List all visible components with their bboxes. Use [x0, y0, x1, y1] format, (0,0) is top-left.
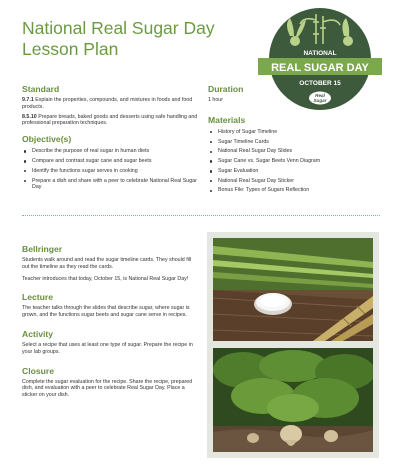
- list-item: Sugar Cane vs. Sugar Beets Venn Diagram: [208, 158, 384, 165]
- page-title: [22, 18, 232, 60]
- standard-heading: Standard: [22, 84, 60, 94]
- sugar-cane-photo: [213, 238, 373, 341]
- badge-date: OCTOBER 15: [299, 80, 341, 87]
- objectives-list: [22, 148, 200, 191]
- list-item: Identify the functions sugar serves in cooking: [22, 168, 200, 175]
- bellringer-text: Teacher introduces that today, October 15, is National Real Sugar Day!: [22, 275, 189, 282]
- list-item: Compare and contrast sugar cane and sugar beets: [22, 158, 200, 165]
- left-column: [22, 84, 200, 194]
- lecture-text: The teacher talks through the slides that describe sugar, where sugar is grown, and the functions sugar beets and sugar cane serve in recipes.: [22, 305, 190, 319]
- sugar-beet-photo: [213, 348, 373, 452]
- svg-text:Real: Real: [315, 93, 325, 98]
- bellringer-heading: Bellringer: [22, 244, 63, 254]
- bellringer-text: Students walk around and read the sugar timeline cards. They should fill out the timeline as they read the cards.: [22, 257, 192, 270]
- right-column: [208, 84, 384, 197]
- activity-heading: Activity: [22, 328, 54, 339]
- duration-value: 1 hour: [208, 97, 224, 103]
- lecture-heading: Lecture: [22, 292, 54, 303]
- badge-national: NATIONAL: [303, 50, 337, 57]
- list-item: History of Sugar Timeline: [208, 129, 384, 136]
- photo-panel: [207, 232, 379, 458]
- procedure-column: [22, 244, 198, 399]
- list-item: National Real Sugar Day Sticker: [208, 178, 384, 185]
- standard-item: 8.5.10 Prepare breads, baked goods and desserts using safe handling and professional preparation techniques.: [22, 113, 198, 127]
- list-item: Sugar Evaluation: [208, 168, 384, 175]
- standard-item: 9.7.1 Explain the properties, compounds, and mixtures in foods and food products.: [22, 97, 193, 110]
- objectives-heading: Objective(s): [22, 134, 72, 145]
- list-item: Sugar Timeline Cards: [208, 139, 384, 146]
- activity-text: Select a recipe that uses at least one type of sugar. Prepare the recipe in your lab groups.: [22, 341, 193, 355]
- title-line-2: Lesson Plan: [22, 39, 119, 59]
- closure-text: Complete the sugar evaluation for the recipe. Share the recipe, prepared dish, and evaluation with a peer to celebrate Real Sugar Day. Place a sticker on your dish.: [22, 378, 193, 399]
- list-item: National Real Sugar Day Slides: [208, 148, 384, 155]
- svg-text:Sugar: Sugar: [313, 98, 327, 103]
- list-item: Describe the purpose of real sugar in human diets: [22, 148, 200, 155]
- badge-real-sugar-day: REAL SUGAR DAY: [271, 62, 369, 74]
- list-item: Bonus File: Types of Sugars Reflection: [208, 187, 384, 194]
- materials-heading: Materials: [208, 114, 246, 125]
- duration-heading: Duration: [208, 84, 244, 94]
- section-divider: [22, 215, 380, 216]
- title-line-1: National Real Sugar Day: [22, 18, 215, 38]
- list-item: Prepare a dish and share with a peer to celebrate National Real Sugar Day: [22, 178, 200, 191]
- materials-list: [208, 129, 384, 194]
- closure-heading: Closure: [22, 365, 54, 376]
